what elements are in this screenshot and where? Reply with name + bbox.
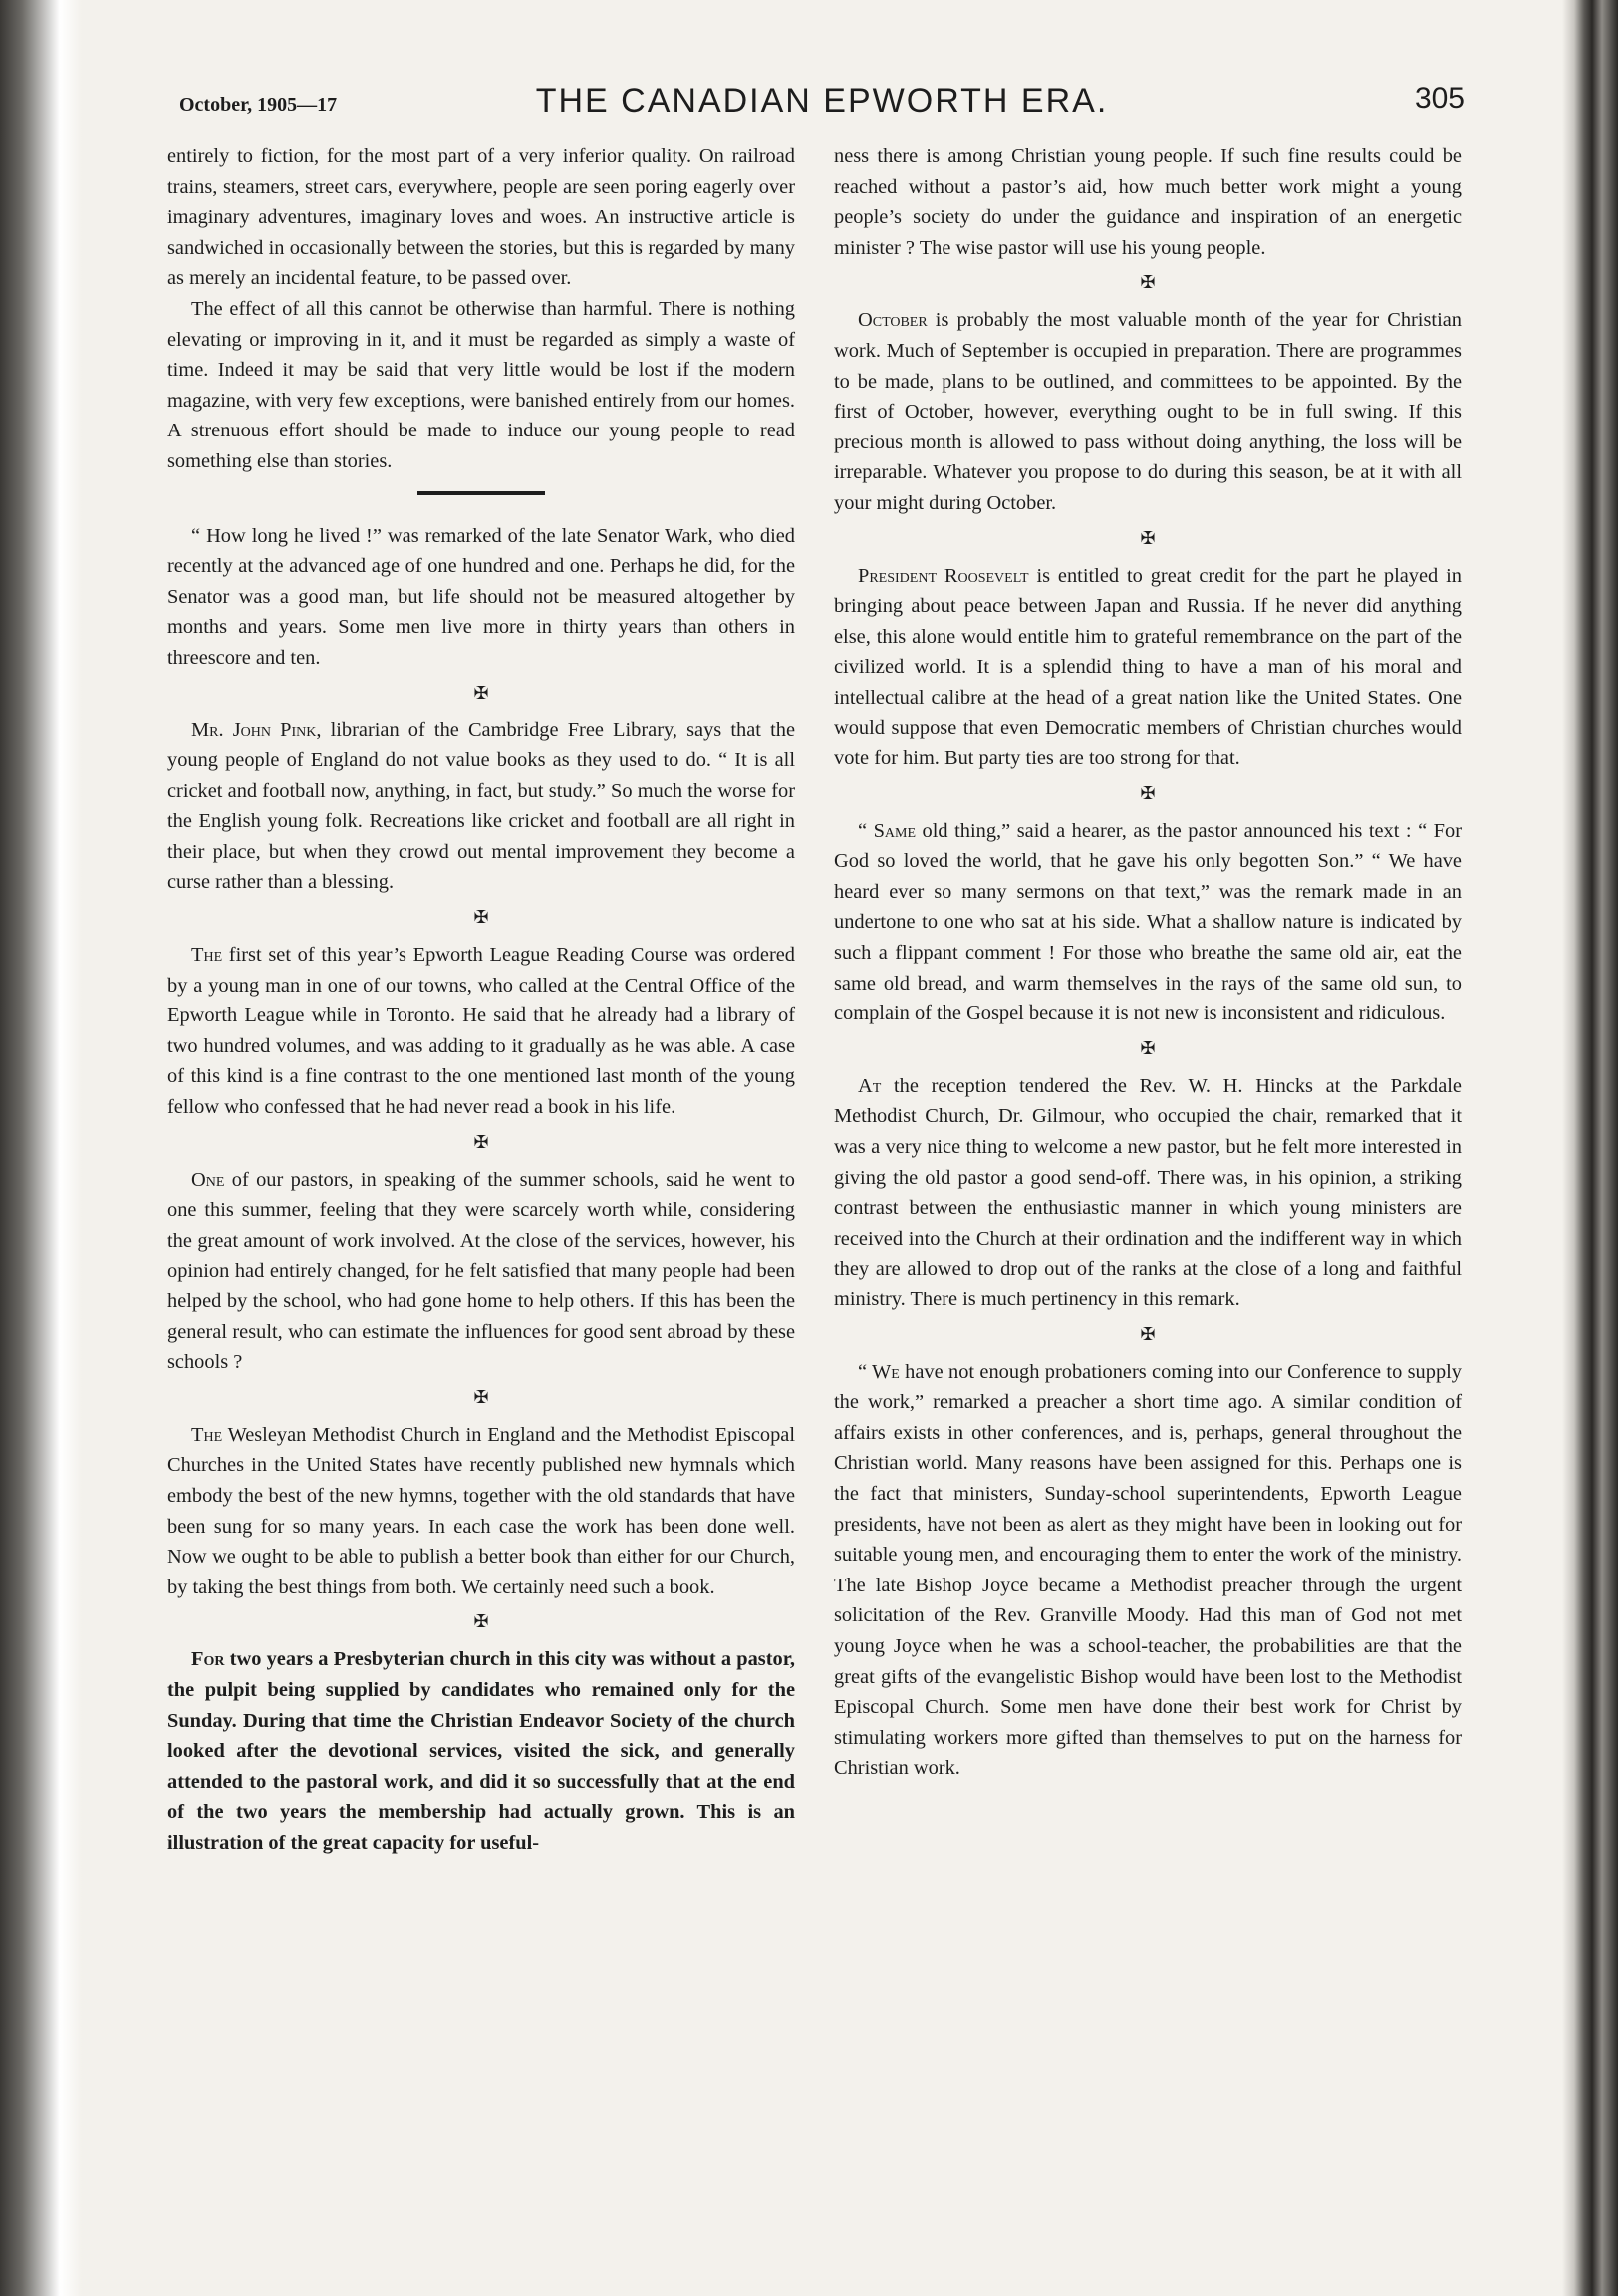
cross-separator-icon: ✠ [1140,527,1156,549]
cross-separator-icon: ✠ [1140,782,1156,804]
paragraph-lead: Mr. John Pink, [191,718,322,741]
paragraph-body: first set of this year’s Epworth League Reading Course was ordered by a young man in one of our towns, who called at the Central Office of the Epworth League while in Toronto. He said that he already had a library of two hundred volumes, and was adding to it gradually as he was able. A case of this kind is a fine contrast to the one mentioned last month of the young fellow who confessed that he had never read a book in his life. [167,944,795,1119]
paragraph [834,561,1462,774]
paragraph-lead: At [858,1074,882,1097]
paragraph: entirely to fiction, for the most part of a very inferior quality. On railroad trains, steamers, street cars, everywhere, people are seen poring eagerly over imaginary adventures, imaginary loves and woes. An instructive article is sandwiched in occasionally between the stories, but this is regarded by many as merely an incidental feature, to be passed over. [167,145,795,290]
page-number: 305 [1414,82,1465,115]
paragraph-lead: The [191,944,223,967]
cross-separator-icon: ✠ [473,1131,489,1153]
paragraph-lead: October [858,309,928,332]
page-left-edge [0,0,82,2296]
paragraph [834,305,1462,518]
paragraph-lead: For [191,1648,225,1671]
cross-separator-icon: ✠ [473,1611,489,1633]
cross-separator-icon: ✠ [1140,1323,1156,1345]
paragraph [834,1071,1462,1315]
paragraph-body: librarian of the Cambridge Free Library, says that the young people of England do not value books as they used to do. “ It is all cricket and football now, anything, in fact, but study.” So much the worse for the English young folk. Recreations like cricket and football are all right in their place, but when they crowd out mental improvement they become a curse rather than a blessing. [167,718,795,894]
section-rule [417,491,545,495]
paragraph-body: old thing,” said a hearer, as the pastor announced his text : “ For God so loved the world, that he gave his only begotten Son.” “ We have heard ever so many sermons on that text,” was the remark made in an undertone to one who sat at his side. What a shallow nature is indicated by such a flippant comment ! For those who breathe the same old air, eat the same old bread, and warm themselves in the rays of the same old sun, to complain of the Gospel because it is not new is inconsistent and ridiculous. [834,819,1462,1025]
paragraph-lead: One [191,1168,225,1191]
paragraph-body: have not enough probationers coming into our Conference to supply the work,” remarked a preacher a short time ago. A similar condition of affairs exists in other conferences, and is, perhaps, general throughout the Christian world. Many reasons have been assigned for this. Perhaps one is the fact that ministers, Sunday-school superintendents, Epworth League presidents, have not been as alert as they might have been in looking out for suitable young men, and encouraging them to enter the work of the ministry. The late Bishop Joyce became a Methodist preacher through the urgent solicitation of the Rev. Granville Moody. Had this man of God not met young Joyce when he was a school-teacher, the probabilities are that the great gifts of the evangelistic Bishop would have been lost to the Methodist Episcopal Church. Some men have done their best work for Christ by stimulating workers more gifted than themselves to put on the harness for Christian work. [834,1360,1463,1780]
cross-separator-icon: ✠ [473,682,489,704]
left-column [167,142,795,1859]
paragraph-body: is probably the most valuable month of the year for Christian work. Much of September is occupied in preparation. There are programmes to be made, plans to be outlined, and committees to be appointed. By the first of October, however, everything ought to be in full swing. If this precious month is allowed to pass without doing anything, the loss will be irreparable. Whatever you propose to do during this season, be at it with all your might during October. [834,309,1462,514]
paragraph: ness there is among Christian young people. If such fine results could be reached without a pastor’s aid, how much better work might a young people’s society do under the guidance and inspiration of an energetic minister ? The wise pastor will use his young people. [834,145,1462,259]
cross-separator-icon: ✠ [473,1386,489,1408]
paragraph-body: is entitled to great credit for the part he played in bringing about peace between Japan and Russia. If he never did anything else, this alone would entitle him to grateful remembrance on the part of the civilized world. It is a splendid thing to have a man of his moral and intellectual calibre at the head of a great nation like the United States. One would suppose that even Democratic members of Christian churches would vote for him. But party ties are too strong for that. [834,564,1462,770]
paragraph-body: Wesleyan Methodist Church in England and the Methodist Episcopal Churches in the United States have recently published new hymnals which embody the best of the new hymns, together with the old standards that have been sung for so many years. In each case the work has been done well. Now we ought to be able to publish a better book than either for our Church, by taking the best things from both. We certainly need such a book. [167,1423,795,1598]
paragraph [167,1420,795,1603]
paragraph-body: two years a Presbyterian church in this city was without a pastor, the pulpit being supplied by candidates who remained only for the Sunday. During that time the Christian Endeavor Society of the church looked after the devotional services, visited the sick, and generally attended to the pastoral work, and did it so successfully that at the end of the two years the membership had actually grown. This is an illustration of the great capacity for useful- [167,1648,795,1854]
paragraph [834,1357,1462,1784]
paragraph-body: the reception tendered the Rev. W. H. Hincks at the Parkdale Methodist Church, Dr. Gilmour, who occupied the chair, remarked that it was a very nice thing to welcome a new pastor, but he felt more interested in giving the old pastor a good send-off. There was, in his opinion, a striking contrast between the enthusiastic manner in which young ministers are received into the Church at their ordination and the indifferent way in which they are allowed to drop out of the ranks at the close of a long and faithful ministry. There is much pertinency in this remark. [834,1074,1462,1310]
paragraph [167,940,795,1123]
publication-title: THE CANADIAN EPWORTH ERA. [535,82,1109,120]
paragraph-body: of our pastors, in speaking of the summer schools, said he went to one this summer, feeling that they were scarcely worth while, considering the great amount of work involved. At the close of the services, however, his opinion had entirely changed, for he felt satisfied that many people had been helped by the school, who had gone home to help others. If this has been the general result, who can estimate the influences for good sent abroad by these schools ? [167,1168,795,1374]
cross-separator-icon: ✠ [1140,1037,1156,1059]
paragraph-lead: “ Same [858,819,917,842]
cross-separator-icon: ✠ [1140,272,1156,294]
paragraph [167,1644,795,1858]
paragraph [167,1165,795,1378]
paragraph: “ How long he lived !” was remarked of the late Senator Wark, who died recently at the advanced age of one hundred and one. Perhaps he did, for the Senator was a good man, but life should not be measured altogether by months and years. Some men live more in thirty years than others in threescore and ten. [167,524,795,669]
paragraph-lead: “ We [858,1360,900,1383]
binding-gutter [1562,0,1618,2296]
paragraph [834,816,1462,1029]
paragraph: The effect of all this cannot be otherwise than harmful. There is nothing elevating or improving in it, and it must be regarded as simply a waste of time. Indeed it may be said that very little would be lost if the modern magazine, with very few exceptions, were banished entirely from our homes. A strenuous effort should be made to induce our young people to read something else than stories. [167,297,795,472]
right-column [834,142,1462,1784]
cross-separator-icon: ✠ [473,907,489,929]
page-header [179,82,1465,132]
paragraph [167,716,795,899]
paragraph-lead: The [191,1423,223,1446]
issue-date: October, 1905—17 [179,94,338,116]
paragraph-lead: President Roosevelt [858,564,1029,587]
